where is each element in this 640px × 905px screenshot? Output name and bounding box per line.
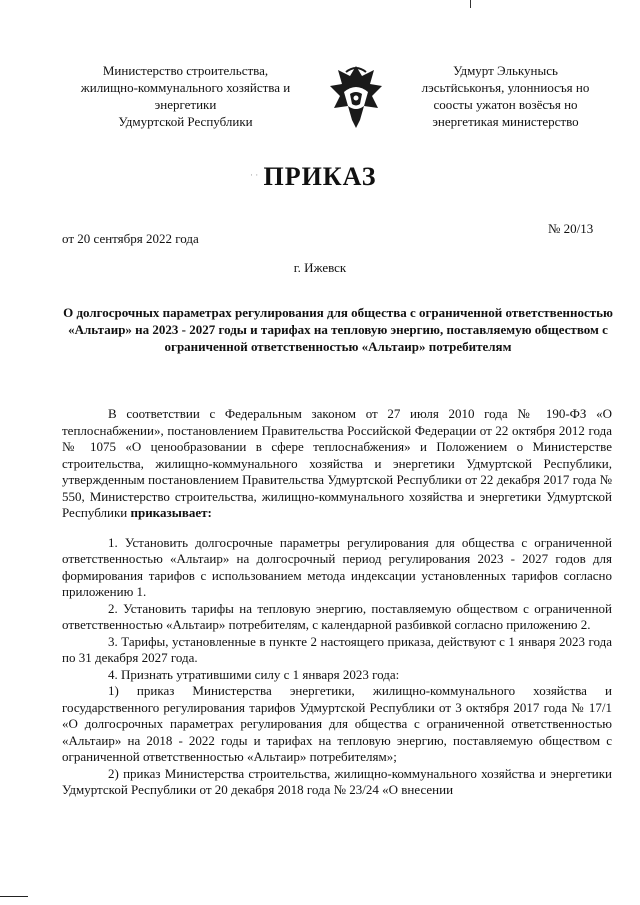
order-number: № 20/13	[548, 221, 594, 236]
order-body	[62, 406, 612, 799]
ministry-line: Министерство строительства,	[102, 63, 269, 78]
ministry-name-udmurt	[398, 62, 613, 130]
ministry-line: Удмурт Элькунысь	[453, 63, 558, 78]
order-subject: О долгосрочных параметрах регулирования для общества с ограниченной ответственностью «Альтаир» на 2023 - 2027 годы и тарифах на тепловую энергию, поставляемую обществом с ограниченной ответственностью «Альтаир» потребителям	[63, 305, 613, 354]
ministry-line: лэсьтӥськонъя, улонниосъя но	[421, 80, 590, 95]
ministry-line: соосты ужатон возёсъя но	[433, 97, 578, 112]
order-item: 2. Установить тарифы на тепловую энергию, поставляемую обществом с ограниченной ответственностью «Альтаир» потребителям, с календарной разбивкой согласно приложению 2.	[62, 600, 612, 632]
scan-mark	[0, 896, 28, 897]
order-item: 3. Тарифы, установленные в пункте 2 настоящего приказа, действуют с 1 января 2023 года по 31 декабря 2027 года.	[62, 633, 612, 665]
orders-word: приказывает:	[130, 505, 212, 520]
document-title: ПРИКАЗ	[263, 162, 377, 191]
coat-of-arms-emblem	[324, 62, 388, 134]
scan-mark	[470, 0, 471, 8]
ministry-line: жилищно-коммунального хозяйства и	[80, 80, 291, 95]
ministry-line: Удмуртской Республики	[118, 114, 253, 129]
ministry-name-russian	[58, 62, 313, 130]
order-item: 1. Установить долгосрочные параметры регулирования для общества с ограниченной ответственностью «Альтаир» на долгосрочный период регулирования 2023 - 2027 годов для формирования тарифов с использованием метода индексации установленных тарифов согласно приложению 1.	[62, 534, 612, 599]
preamble-paragraph	[62, 406, 612, 522]
order-subitem: 1) приказ Министерства энергетики, жилищно-коммунального хозяйства и государственного регулирования тарифов Удмуртской Республики от 3 октября 2017 года № 17/1 «О долгосрочных параметрах регулирования для общества с ограниченной ответственностью «Альтаир» на 2018 - 2022 годы и тарифах на тепловую энергию, поставляемую обществом с ограниченной ответственностью «Альтаир» потребителям»;	[62, 683, 612, 764]
order-subitem: 2) приказ Министерства строительства, жилищно-коммунального хозяйства и энергетики Удмуртской Республики от 20 декабря 2018 года № 23/24 «О внесении	[62, 765, 612, 797]
ministry-line: энергетики	[154, 97, 217, 112]
order-item: 4. Признать утратившими силу с 1 января 2023 года:	[108, 666, 400, 682]
ministry-line: энергетикая министерство	[432, 114, 579, 129]
order-city: г. Ижевск	[293, 260, 347, 275]
preamble-text: В соответствии с Федеральным законом от 27 июля 2010 года № 190-ФЗ «О теплоснабжении», постановлением Правительства Российской Федерации от 22 октября 2012 года № 1075 «О ценообразовании в сфере теплоснабжения» и Положением о Министерстве строительства, жилищно-коммунального хозяйства и энергетики Удмуртской Республики, утвержденным постановлением Правительства Удмуртской Республики от 22 декабря 2017 года № 550, Министерство строительства, жилищно-коммунального хозяйства и энергетики Удмуртской Республики	[62, 406, 612, 520]
order-date: от 20 сентября 2022 года	[62, 231, 199, 246]
scan-artifact: · ·	[250, 170, 259, 180]
